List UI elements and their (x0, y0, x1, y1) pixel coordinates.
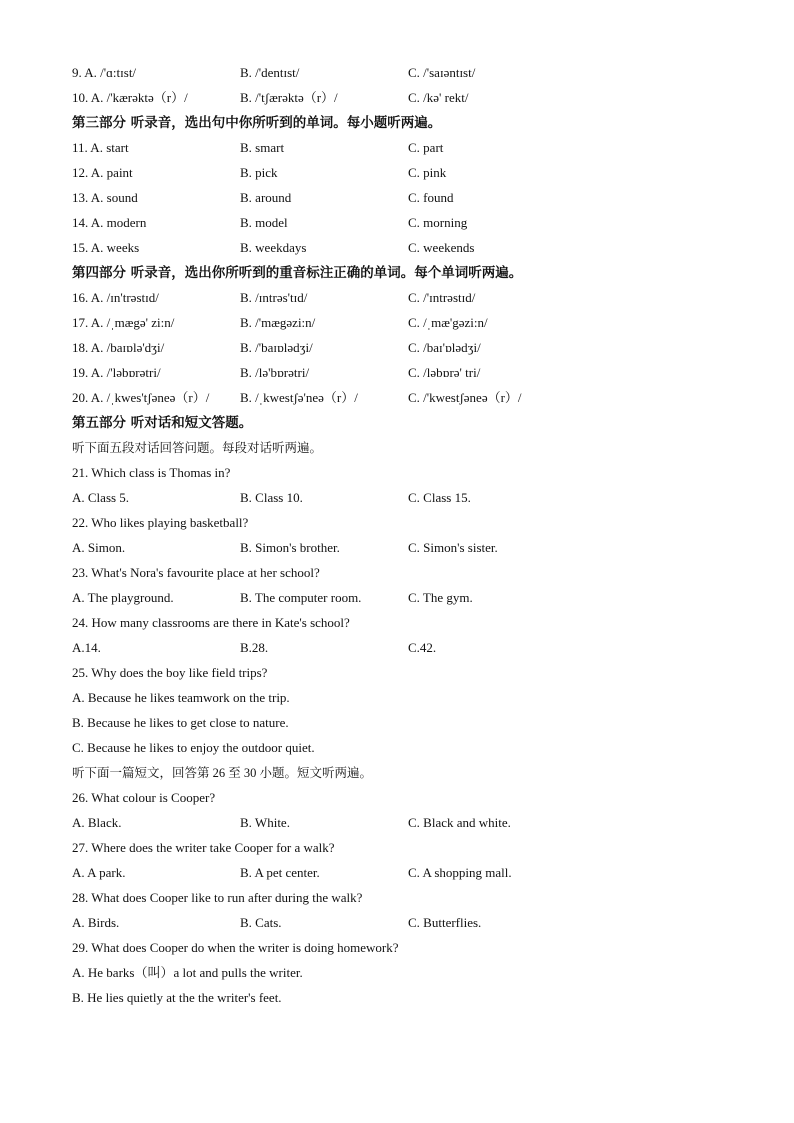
option-row (72, 238, 752, 258)
option-row (72, 188, 752, 208)
option-row (72, 488, 752, 508)
option-b: B. White. (240, 815, 290, 830)
question-text (72, 788, 752, 808)
question-text (72, 838, 752, 858)
row-text: 23. What's Nora's favourite place at her school? (72, 565, 320, 580)
option-row (72, 588, 752, 608)
option-c: C. found (408, 190, 454, 205)
option-a: 17. A. /ˌmægə' zi:n/ (72, 315, 175, 330)
option-c: C. /'ɪntrəstɪd/ (408, 290, 476, 305)
option-row (72, 163, 752, 183)
option-a: A. Birds. (72, 915, 120, 930)
question-text (72, 938, 752, 958)
option-a: 13. A. sound (72, 190, 138, 205)
option-b: B. pick (240, 165, 278, 180)
option-a: 19. A. /'ləbɒrətri/ (72, 365, 161, 380)
row-text: A. Because he likes teamwork on the trip. (72, 690, 290, 705)
option-row (72, 388, 752, 408)
option-c: C.42. (408, 640, 437, 655)
option-b: B. around (240, 190, 292, 205)
row-text: 26. What colour is Cooper? (72, 790, 216, 805)
option-c: C. weekends (408, 240, 475, 255)
option-b: B. A pet center. (240, 865, 320, 880)
question-text (72, 713, 752, 733)
option-row (72, 63, 752, 83)
option-a: A.14. (72, 640, 101, 655)
option-c: C. Class 15. (408, 490, 471, 505)
row-text: 听下面五段对话回答问题。每段对话听两遍。 (72, 441, 323, 455)
instruction-text (72, 763, 752, 783)
option-a: A. Simon. (72, 540, 126, 555)
option-c: C. /ˌmæ'gəzi:n/ (408, 315, 488, 330)
row-text: 22. Who likes playing basketball? (72, 515, 249, 530)
question-text (72, 738, 752, 758)
option-a: 10. A. /'kærəktə（r）/ (72, 90, 188, 105)
option-a: 11. A. start (72, 140, 129, 155)
option-a: 12. A. paint (72, 165, 133, 180)
option-row (72, 863, 752, 883)
option-a: A. A park. (72, 865, 126, 880)
row-text: 第三部分 听录音，选出句中你所听到的单词。每小题听两遍。 (72, 115, 442, 131)
option-b: B. /'dentɪst/ (240, 65, 300, 80)
option-b: B. /lə'bɒrətri/ (240, 365, 310, 380)
section-heading (72, 263, 752, 283)
option-a: A. Class 5. (72, 490, 130, 505)
row-text: 第五部分 听对话和短文答题。 (72, 415, 253, 431)
option-b: B. /ˌkwestʃə'neə（r）/ (240, 390, 358, 405)
question-text (72, 688, 752, 708)
option-a: 14. A. modern (72, 215, 147, 230)
option-b: B. Class 10. (240, 490, 303, 505)
question-text (72, 463, 752, 483)
row-text: A. He barks（叫）a lot and pulls the writer. (72, 965, 303, 980)
option-c: C. The gym. (408, 590, 473, 605)
option-b: B. smart (240, 140, 285, 155)
instruction-text (72, 438, 752, 458)
option-a: 18. A. /baɪɒlə'dʒi/ (72, 340, 165, 355)
option-row (72, 638, 752, 658)
option-b: B. /'baɪɒlədʒi/ (240, 340, 313, 355)
option-c: C. Simon's sister. (408, 540, 498, 555)
option-row (72, 288, 752, 308)
option-a: 9. A. /'ɑ:tɪst/ (72, 65, 137, 80)
option-c: C. part (408, 140, 444, 155)
option-b: B. Simon's brother. (240, 540, 340, 555)
option-a: 20. A. /ˌkwes'tʃəneə（r）/ (72, 390, 210, 405)
option-row (72, 813, 752, 833)
question-text (72, 888, 752, 908)
option-row (72, 213, 752, 233)
option-a: 15. A. weeks (72, 240, 140, 255)
option-c: C. /'kwestʃəneə（r）/ (408, 390, 522, 405)
row-text: 25. Why does the boy like field trips? (72, 665, 268, 680)
option-c: C. Black and white. (408, 815, 511, 830)
option-c: C. Butterflies. (408, 915, 482, 930)
option-row (72, 88, 752, 108)
option-b: B. /ɪntrəs'tɪd/ (240, 290, 308, 305)
section-heading (72, 113, 752, 133)
option-b: B.28. (240, 640, 269, 655)
option-row (72, 313, 752, 333)
option-a: 16. A. /ɪn'trəstɪd/ (72, 290, 159, 305)
option-c: C. /ləbɒrə' tri/ (408, 365, 481, 380)
row-text: B. He lies quietly at the the writer's feet. (72, 990, 282, 1005)
option-c: C. morning (408, 215, 468, 230)
option-c: C. A shopping mall. (408, 865, 512, 880)
option-row (72, 363, 752, 383)
question-text (72, 963, 752, 983)
row-text: 21. Which class is Thomas in? (72, 465, 231, 480)
row-text: 第四部分 听录音，选出你所听到的重音标注正确的单词。每个单词听两遍。 (72, 265, 523, 281)
question-text (72, 988, 752, 1008)
row-text: 28. What does Cooper like to run after during the walk? (72, 890, 363, 905)
question-text (72, 613, 752, 633)
option-b: B. /'mægəzi:n/ (240, 315, 316, 330)
row-text: C. Because he likes to enjoy the outdoor quiet. (72, 740, 315, 755)
option-row (72, 538, 752, 558)
option-a: A. Black. (72, 815, 122, 830)
option-c: C. /kə' rekt/ (408, 90, 469, 105)
section-heading (72, 413, 752, 433)
option-c: C. /baɪ'ɒlədʒi/ (408, 340, 481, 355)
row-text: B. Because he likes to get close to nature. (72, 715, 289, 730)
option-b: B. Cats. (240, 915, 282, 930)
question-text (72, 563, 752, 583)
question-text (72, 663, 752, 683)
row-text: 听下面一篇短文，回答第 26 至 30 小题。短文听两遍。 (72, 766, 373, 780)
option-c: C. pink (408, 165, 447, 180)
option-row (72, 338, 752, 358)
question-text (72, 513, 752, 533)
option-b: B. The computer room. (240, 590, 362, 605)
row-text: 27. Where does the writer take Cooper for a walk? (72, 840, 335, 855)
option-b: B. /'tʃærəktə（r）/ (240, 90, 338, 105)
option-c: C. /'saɪəntɪst/ (408, 65, 476, 80)
option-b: B. model (240, 215, 288, 230)
row-text: 29. What does Cooper do when the writer is doing homework? (72, 940, 399, 955)
option-row (72, 138, 752, 158)
option-b: B. weekdays (240, 240, 307, 255)
option-row (72, 913, 752, 933)
option-a: A. The playground. (72, 590, 174, 605)
row-text: 24. How many classrooms are there in Kate's school? (72, 615, 350, 630)
